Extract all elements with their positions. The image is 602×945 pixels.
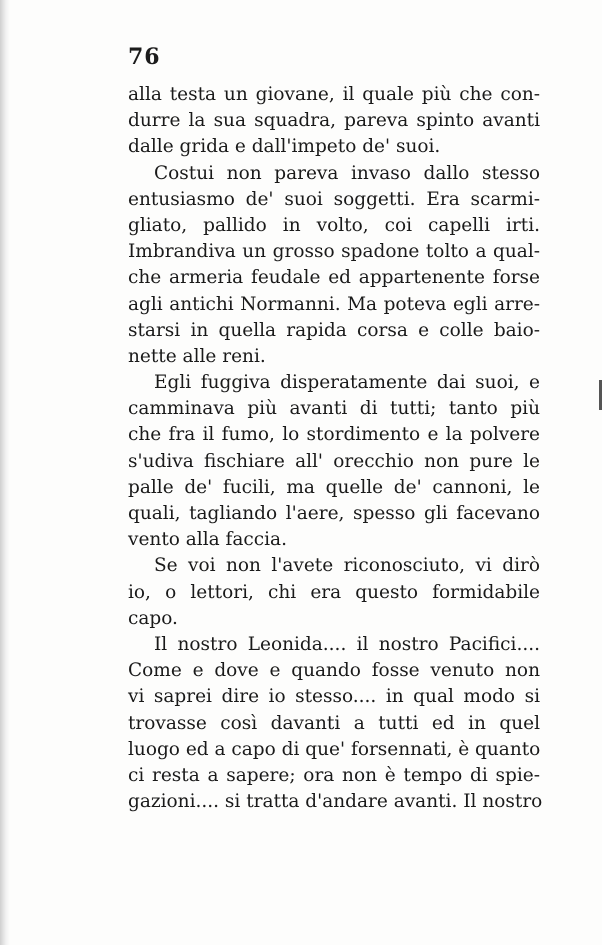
text-line: gazioni.... si tratta d'andare avanti. Il nostro: [128, 791, 543, 813]
text-line: quali, tagliando l'aere, spesso gli facevano: [128, 503, 540, 524]
text-line: nette alle reni.: [128, 345, 266, 367]
text-line: Egli fuggiva disperatamente dai suoi, e: [154, 372, 540, 394]
text-line: gliato, pallido in volto, coi capelli irti.: [128, 214, 540, 236]
text-line: alla testa un giovane, il quale più che con-: [128, 84, 540, 105]
text-line: dalle grida e dall'impeto de' suoi.: [128, 136, 441, 158]
text-line: palle de' fucili, ma quelle de' cannoni, le: [128, 476, 540, 498]
text-line: vi saprei dire io stesso.... in qual modo si: [128, 686, 540, 708]
text-line: luogo ed a capo di que' forsennati, è quanto: [128, 738, 541, 760]
text-line: camminava più avanti di tutti; tanto più: [128, 398, 540, 420]
text-line: agli antichi Normanni. Ma poteva egli arre-: [128, 293, 540, 315]
text-line: Il nostro Leonida.... il nostro Pacifici....: [154, 633, 540, 655]
text-line: capo.: [128, 607, 178, 629]
text-line: vento alla faccia.: [128, 529, 287, 551]
text-line: entusiasmo de' suoi soggetti. Era scarmi-: [128, 188, 540, 210]
text-line: trovasse così davanti a tutti ed in quel: [128, 712, 540, 734]
text-line: ci resta a sapere; ora non è tempo di spie-: [128, 764, 540, 786]
text-line: starsi in quella rapida corsa e colle baio-: [128, 319, 540, 341]
text-line: che armeria feudale ed appartenente forse: [128, 267, 540, 289]
text-line: Costui non pareva invaso dallo stesso: [154, 162, 540, 184]
text-line: Se voi non l'avete riconosciuto, vi dirò: [154, 555, 540, 577]
page-number: 76: [128, 44, 161, 70]
text-line: durre la sua squadra, pareva spinto avanti: [128, 110, 540, 132]
text-line: che fra il fumo, lo stordimento e la polvere: [128, 424, 540, 446]
text-line: io, o lettori, chi era questo formidabile: [128, 581, 540, 603]
body-text: [128, 82, 543, 815]
text-line: s'udiva fischiare all' orecchio non pure le: [128, 450, 540, 472]
text-line: Come e dove e quando fosse venuto non: [128, 660, 540, 682]
text-line: Imbrandiva un grosso spadone tolto a qual-: [128, 241, 540, 263]
